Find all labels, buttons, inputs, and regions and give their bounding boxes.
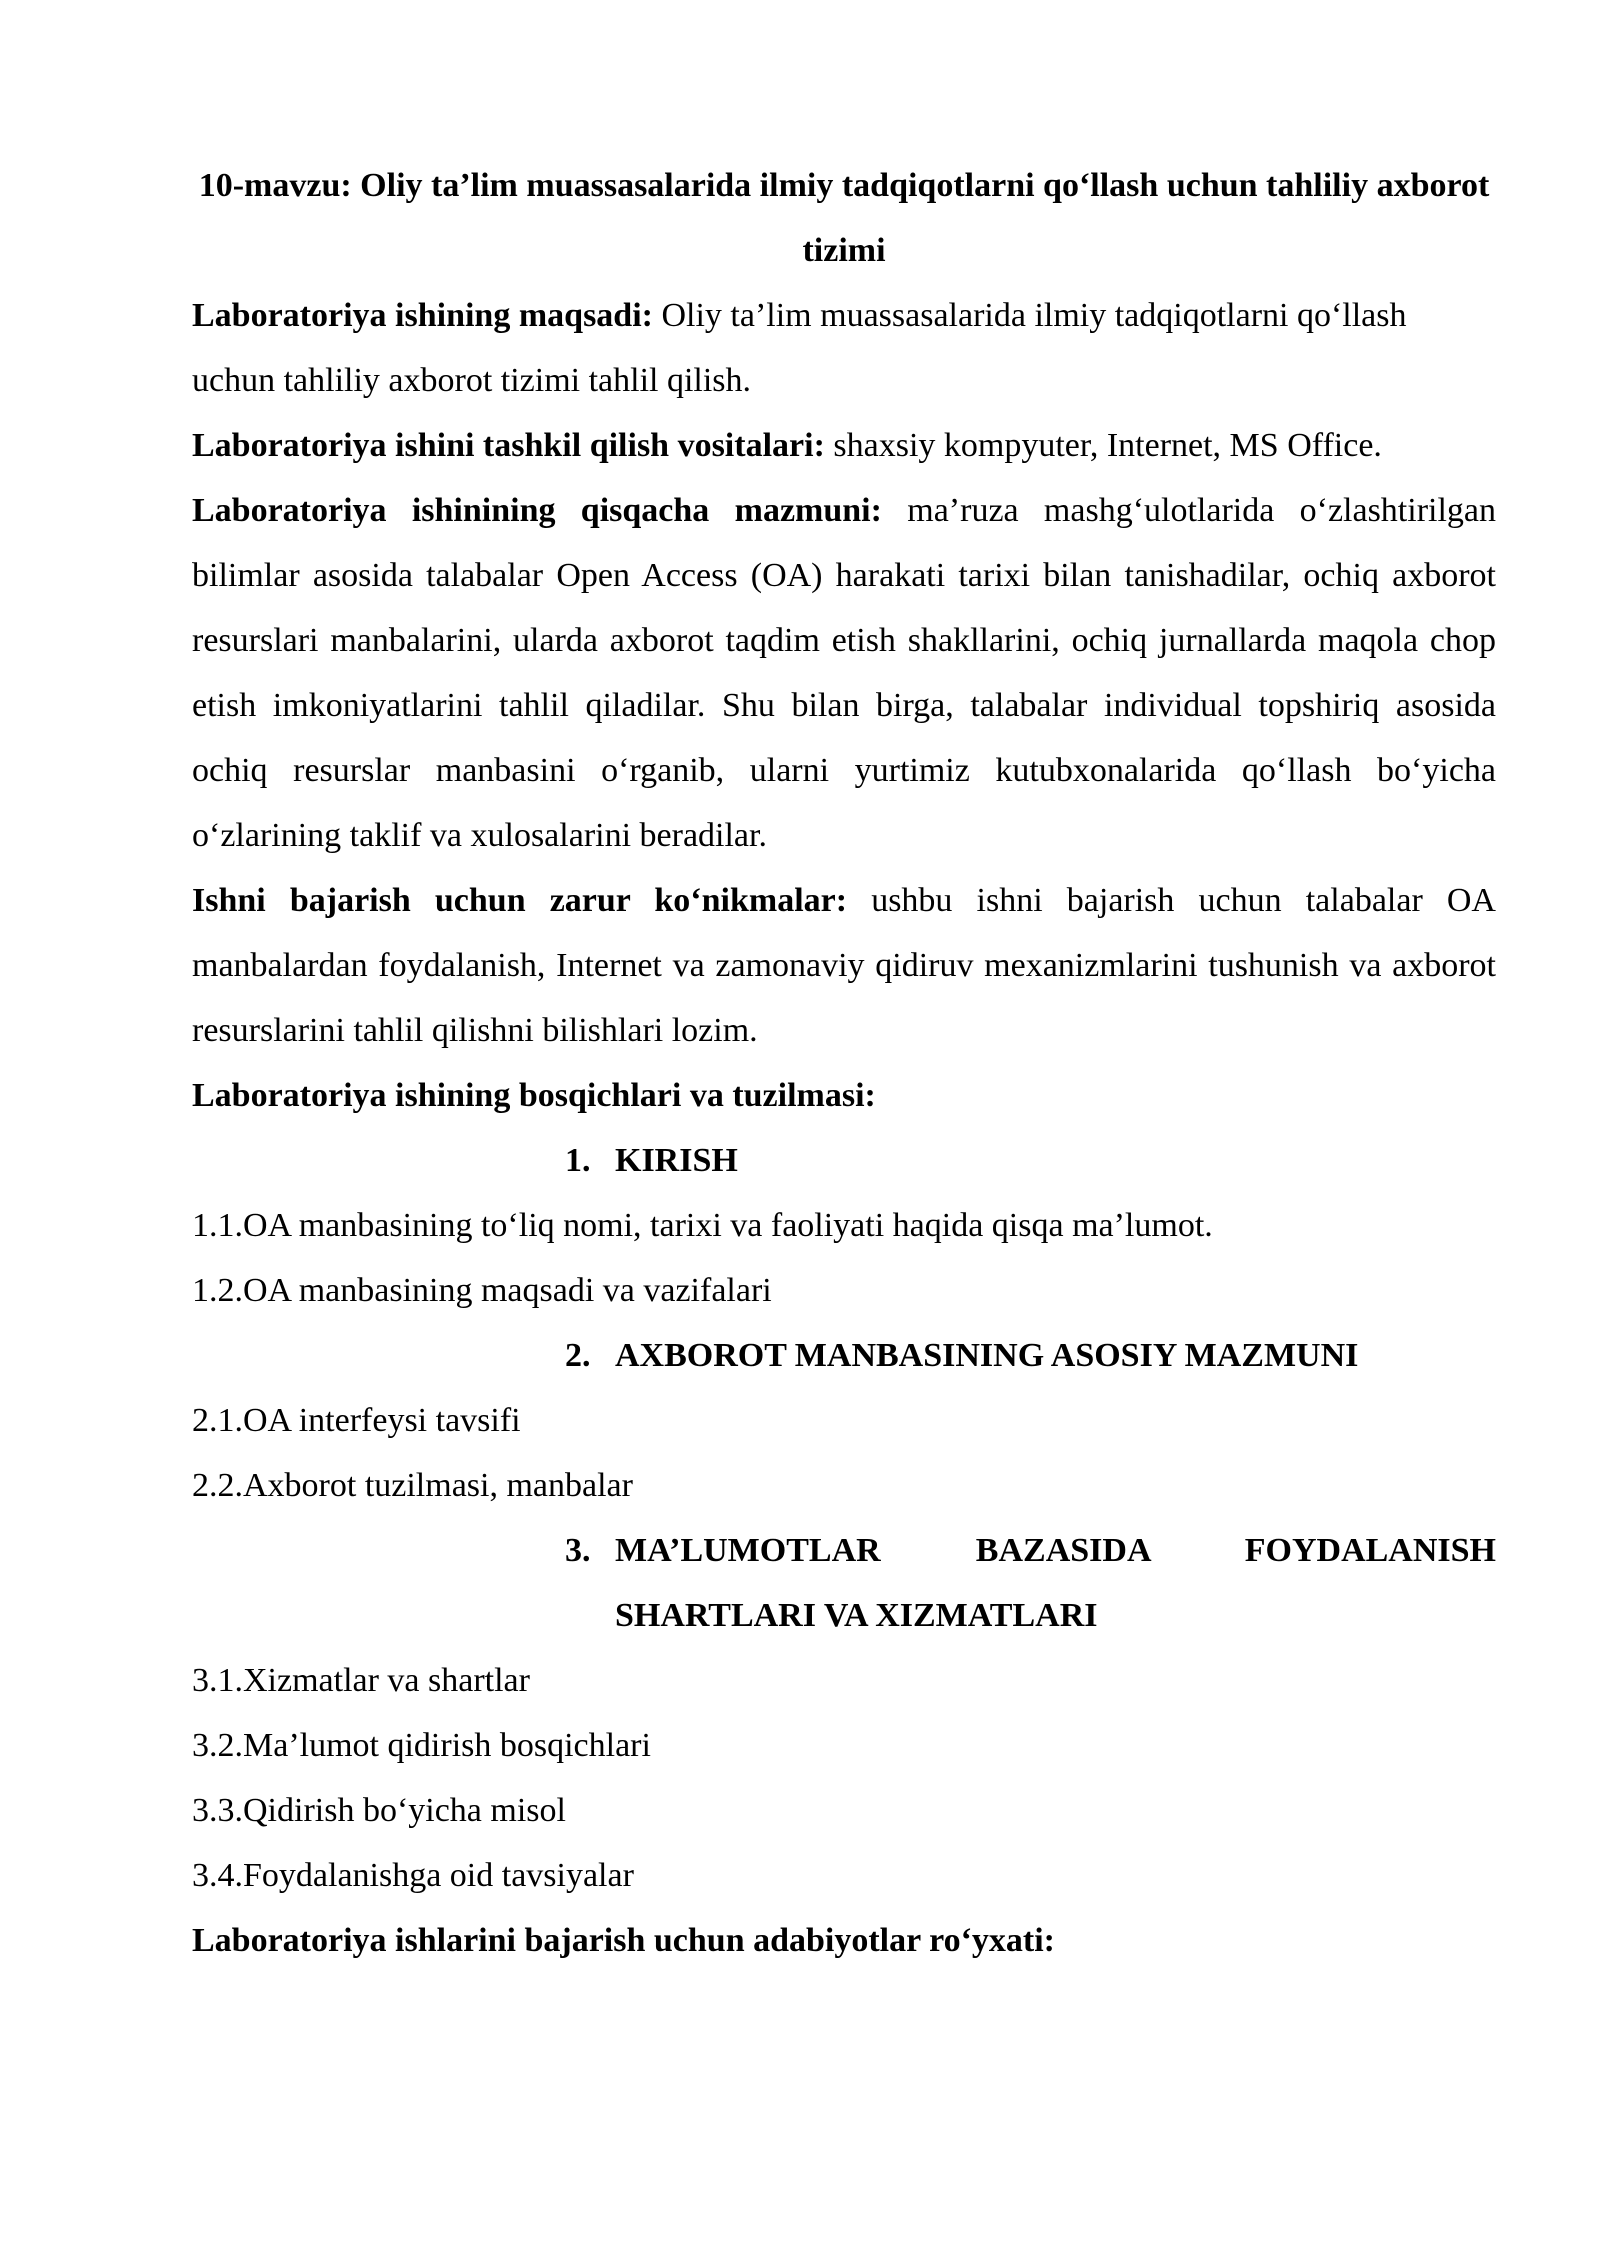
document-page: [192, 153, 1496, 1973]
section-title: MA’LUMOTLAR BAZASIDA FOYDALANISH SHARTLARI VA XIZMATLARI: [615, 1532, 1496, 1634]
summary-text: ma’ruza mashg‘ulotlarida o‘zlashtirilgan bilimlar asosida talabalar Open Access (OA) harakati tarixi bilan tanishadilar, ochiq axborot resurslari manbalarini, ularda axborot taqdim etish shakllarini, ochiq jurnallarda maqola chop etish imkoniyatlarini tahlil qiladilar. Shu bilan birga, talabalar individual topshiriq asosida ochiq resurslar manbasini o‘rganib, ularni yurtimiz kutubxonalarida qo‘llash bo‘yicha o‘zlarining taklif va xulosalarini beradilar.: [192, 492, 1497, 854]
skills-label: Ishni bajarish uchun zarur ko‘nikmalar:: [192, 882, 848, 919]
section-heading-2: [565, 1323, 1496, 1388]
goal-label: Laboratoriya ishining maqsadi:: [192, 297, 653, 334]
goal-text: Oliy ta’lim muassasalarida ilmiy tadqiqotlarni qo‘llash uchun tahliliy axborot tizimi tahlil qilish.: [192, 297, 1407, 399]
section-heading-1: [565, 1128, 1496, 1193]
goal-paragraph: [192, 283, 1496, 413]
summary-paragraph: [192, 478, 1496, 868]
list-item: 2.1.OA interfeysi tavsifi: [192, 1402, 521, 1439]
list-item: 1.2.OA manbasining maqsadi va vazifalari: [192, 1272, 772, 1309]
section-number: 2.: [565, 1337, 591, 1374]
section-heading-3: [565, 1518, 1496, 1648]
list-item: 3.2.Ma’lumot qidirish bosqichlari: [192, 1727, 651, 1764]
tools-label: Laboratoriya ishini tashkil qilish vositalari:: [192, 427, 825, 464]
tools-text: shaxsiy kompyuter, Internet, MS Office.: [824, 427, 1382, 464]
document-title: 10-mavzu: Oliy ta’lim muassasalarida ilmiy tadqiqotlarni qo‘llash uchun tahliliy axborot tizimi: [198, 167, 1490, 269]
stages-heading: Laboratoriya ishining bosqichlari va tuzilmasi:: [192, 1077, 876, 1114]
summary-label: Laboratoriya ishinining qisqacha mazmuni:: [192, 492, 882, 529]
tools-paragraph: [192, 413, 1496, 478]
list-item: 2.2.Axborot tuzilmasi, manbalar: [192, 1467, 633, 1504]
section-title: AXBOROT MANBASINING ASOSIY MAZMUNI: [615, 1337, 1359, 1374]
list-item: 1.1.OA manbasining to‘liq nomi, tarixi va faoliyati haqida qisqa ma’lumot.: [192, 1207, 1213, 1244]
skills-text: ushbu ishni bajarish uchun talabalar OA manbalardan foydalanish, Internet va zamonaviy qidiruv mexanizmlarini tushunish va axborot resurslarini tahlil qilishni bilishlari lozim.: [192, 882, 1496, 1049]
section-title: KIRISH: [615, 1142, 738, 1179]
literature-heading: Laboratoriya ishlarini bajarish uchun adabiyotlar ro‘yxati:: [192, 1922, 1055, 1959]
skills-paragraph: [192, 868, 1496, 1063]
list-item: 3.4.Foydalanishga oid tavsiyalar: [192, 1857, 634, 1894]
section-number: 3.: [565, 1532, 591, 1569]
list-item: 3.3.Qidirish bo‘yicha misol: [192, 1792, 566, 1829]
list-item: 3.1.Xizmatlar va shartlar: [192, 1662, 530, 1699]
section-number: 1.: [565, 1142, 591, 1179]
